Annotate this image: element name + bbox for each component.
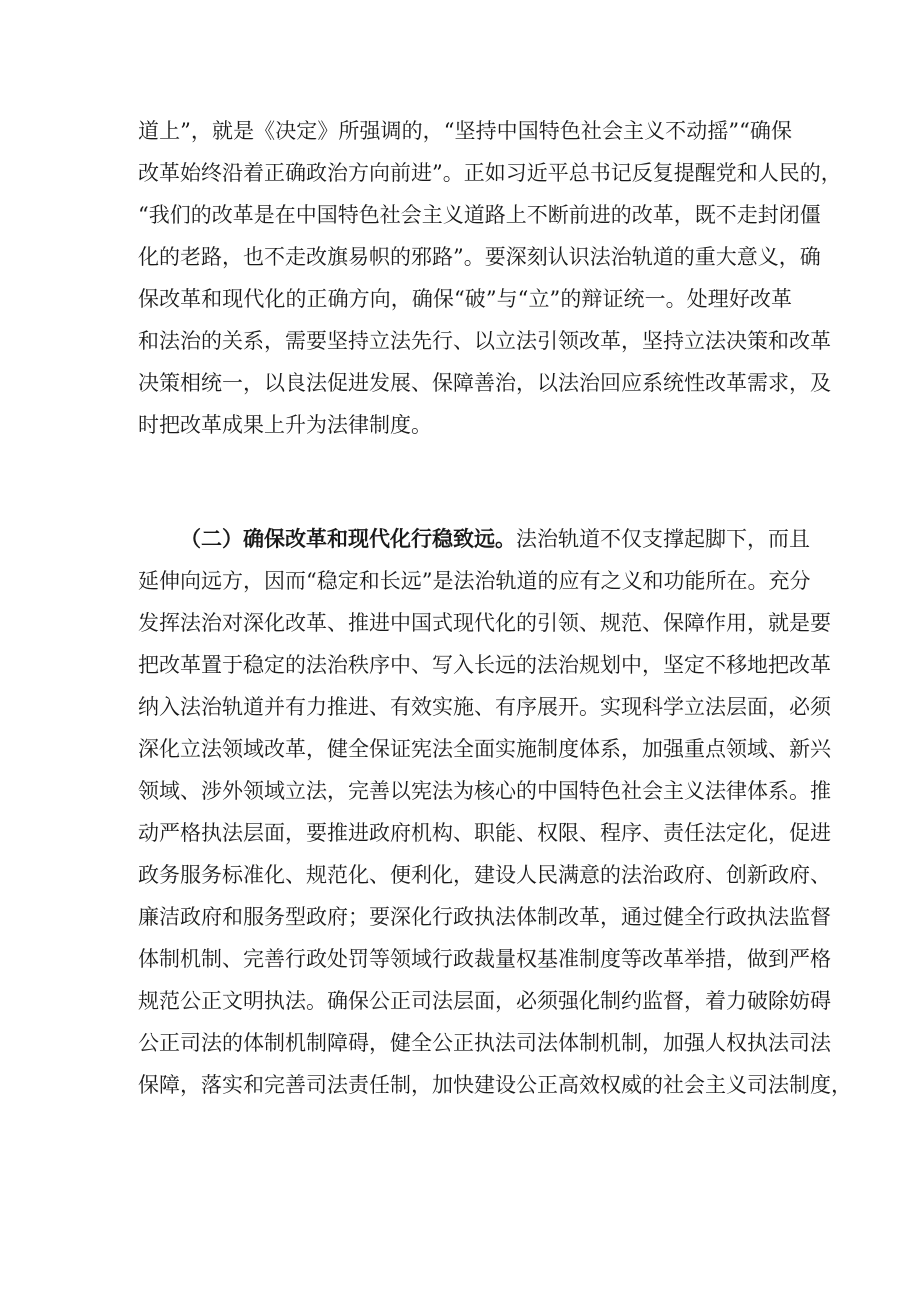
paragraph-line: 纳入法治轨道并有力推进、有效实施、有序展开。实现科学立法层面，必须 [138, 695, 831, 719]
paragraph-line: 保改革和现代化的正确方向，确保“破”与“立”的辩证统一。处理好改革 [138, 287, 792, 311]
paragraph-line: 延伸向远方，因而“稳定和长远”是法治轨道的应有之义和功能所在。充分 [138, 569, 811, 593]
paragraph-line: 动严格执法层面，要推进政府机构、职能、权限、程序、责任法定化，促进 [138, 821, 831, 845]
paragraph-2 [138, 518, 852, 1106]
paragraph-line: 保障，落实和完善司法责任制，加快建设公正高效权威的社会主义司法制度， [138, 1073, 852, 1097]
section-heading: （二）确保改革和现代化行稳致远。 [180, 526, 516, 551]
paragraph-line: 把改革置于稳定的法治秩序中、写入长远的法治规划中，坚定不移地把改革 [138, 653, 831, 677]
paragraph-line: 改革始终沿着正确政治方向前进”。正如习近平总书记反复提醒党和人民的， [138, 161, 842, 185]
paragraph-text: 法治轨道不仅支撑起脚下，而且 [516, 527, 810, 551]
paragraph-line: 廉洁政府和服务型政府；要深化行政执法体制改革，通过健全行政执法监督 [138, 905, 831, 929]
paragraph-line: 公正司法的体制机制障碍，健全公正执法司法体制机制，加强人权执法司法 [138, 1031, 831, 1055]
paragraph-1 [138, 110, 842, 446]
paragraph-line: 政务服务标准化、规范化、便利化，建设人民满意的法治政府、创新政府、 [138, 863, 831, 887]
paragraph-first-line [138, 518, 810, 560]
paragraph-line: 化的老路，也不走改旗易帜的邪路”。要深刻认识法治轨道的重大意义，确 [138, 245, 821, 269]
paragraph-line: 领域、涉外领域立法，完善以宪法为核心的中国特色社会主义法律体系。推 [138, 779, 831, 803]
paragraph-line: “我们的改革是在中国特色社会主义道路上不断前进的改革，既不走封闭僵 [138, 203, 821, 227]
paragraph-line: 规范公正文明执法。确保公正司法层面，必须强化制约监督，着力破除妨碍 [138, 989, 831, 1013]
paragraph-line: 深化立法领域改革，健全保证宪法全面实施制度体系，加强重点领域、新兴 [138, 737, 831, 761]
paragraph-line: 决策相统一，以良法促进发展、保障善治，以法治回应系统性改革需求，及 [138, 371, 831, 395]
paragraph-line: 发挥法治对深化改革、推进中国式现代化的引领、规范、保障作用，就是要 [138, 611, 831, 635]
paragraph-line: 和法治的关系，需要坚持立法先行、以立法引领改革，坚持立法决策和改革 [138, 329, 831, 353]
paragraph-line: 体制机制、完善行政处罚等领域行政裁量权基准制度等改革举措，做到严格 [138, 947, 831, 971]
paragraph-line: 道上”，就是《决定》所强调的，“坚持中国特色社会主义不动摇”“确保 [138, 119, 792, 143]
paragraph-line: 时把改革成果上升为法律制度。 [138, 413, 432, 437]
